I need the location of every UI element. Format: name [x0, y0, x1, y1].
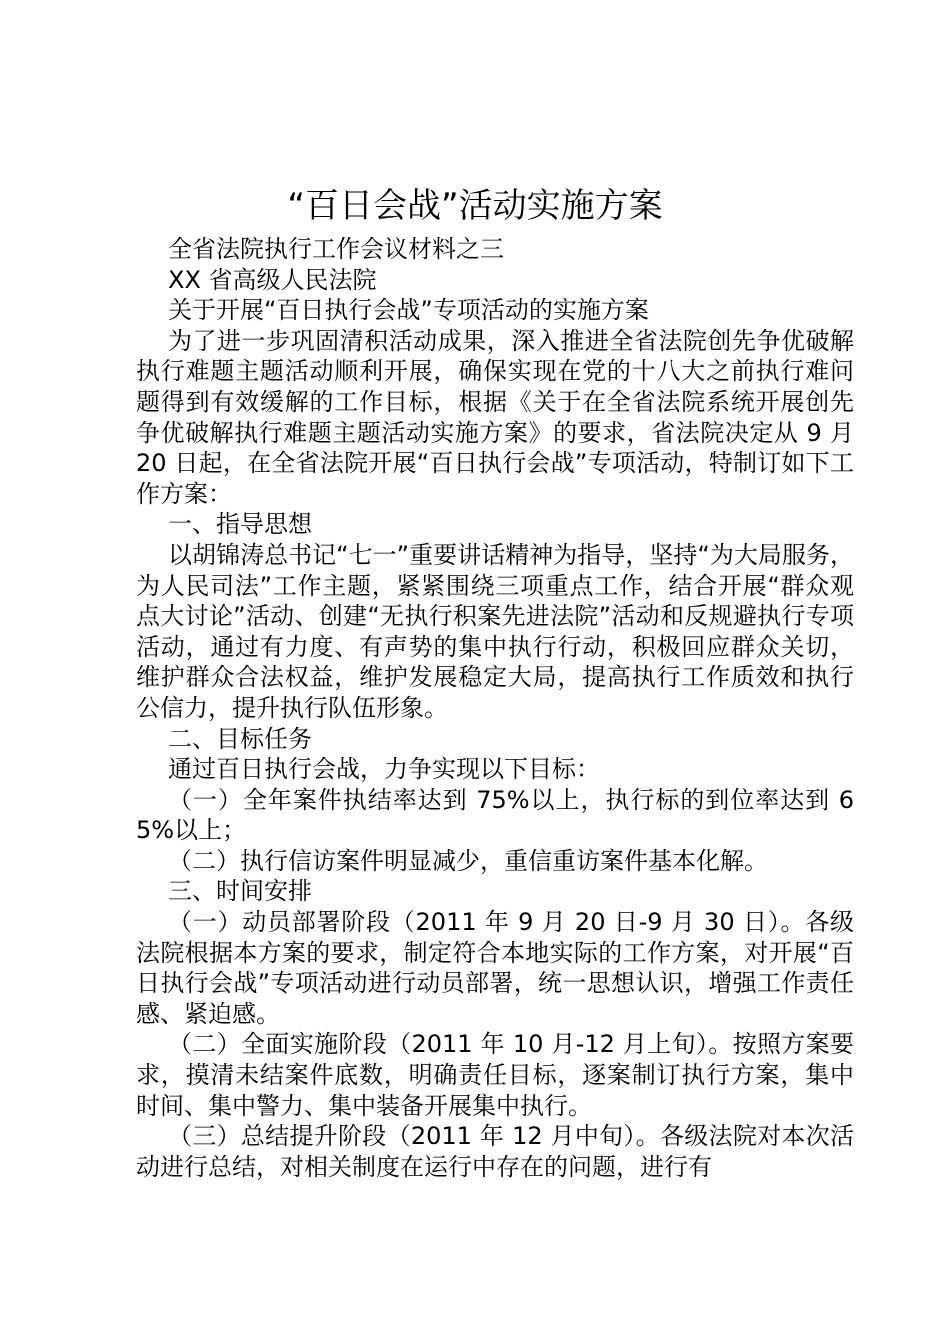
schedule-stage-3: （三）总结提升阶段（2011 年 12 月中旬）。各级法院对本次活动进行总结，对相关制度在运行中存在的问题，进行有: [136, 1122, 854, 1181]
document-subtitle: 关于开展“百日执行会战”专项活动的实施方案: [168, 296, 649, 325]
schedule-stage-1: （一）动员部署阶段（2011 年 9 月 20 日-9 月 30 日）。各级法院根据本方案的要求，制定符合本地实际的工作方案，对开展“百日执行会战”专项活动进行动员部署，统一思想认识，增强工作责任感、紧迫感。: [136, 908, 854, 1028]
guiding-ideology-paragraph: 以胡锦涛总书记“七一”重要讲话精神为指导，坚持“为大局服务，为人民司法”工作主题，紧紧围绕三项重点工作，结合开展“群众观点大讨论”活动、创建“无执行积案先进法院”活动和反规避执行专项活动，通过有力度、有声势的集中执行行动，积极回应群众关切，维护群众合法权益，维护发展稳定大局，提高执行工作质效和执行公信力，提升执行队伍形象。: [136, 540, 854, 722]
section-heading-guiding-ideology: 一、指导思想: [168, 510, 312, 539]
section-heading-goals: 二、目标任务: [168, 724, 312, 753]
document-title: “百日会战”活动实施方案: [287, 186, 663, 226]
goals-intro-paragraph: 通过百日执行会战，力争实现以下目标：: [168, 755, 600, 784]
issuer-line: XX 省高级人民法院: [168, 265, 377, 294]
goal-item-1: （一）全年案件执结率达到 75%以上，执行标的到位率达到 65%以上；: [136, 785, 854, 845]
intro-paragraph: 为了进一步巩固清积活动成果，深入推进全省法院创先争优破解执行难题主题活动顺利开展，确保实现在党的十八大之前执行难问题得到有效缓解的工作目标，根据《关于在全省法院系统开展创先争优破解执行难题主题活动实施方案》的要求，省法院决定从 9 月 20 日起，在全省法院开展“百日执行会战”专项活动，特制订如下工作方案：: [136, 326, 854, 508]
meeting-material-line: 全省法院执行工作会议材料之三: [168, 235, 504, 263]
schedule-stage-2: （二）全面实施阶段（2011 年 10 月-12 月上旬）。按照方案要求，摸清未结案件底数，明确责任目标，逐案制订执行方案，集中时间、集中警力、集中装备开展集中执行。: [136, 1030, 854, 1120]
document-body: [136, 234, 854, 1182]
section-heading-schedule: 三、时间安排: [168, 877, 312, 906]
goal-item-2: （二）执行信访案件明显减少，重信重访案件基本化解。: [168, 846, 768, 875]
